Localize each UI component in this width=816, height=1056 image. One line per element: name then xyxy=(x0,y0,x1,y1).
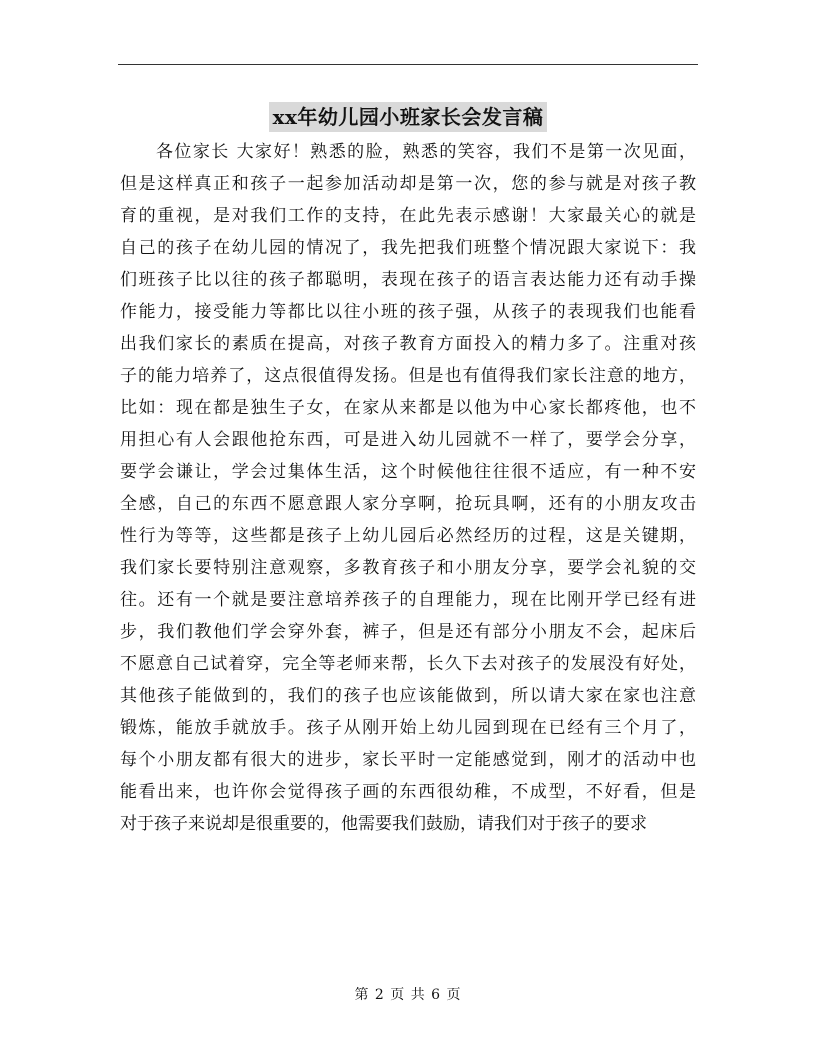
document-title: xx年幼儿园小班家长会发言稿 xyxy=(269,102,548,132)
body-line: 子的能力培养了，这点很值得发扬。但是也有值得我们家长注意的地方， xyxy=(120,366,696,386)
body-line: 不愿意自己试着穿，完全等老师来帮，长久下去对孩子的发展没有好处， xyxy=(120,654,696,674)
body-line: 能看出来，也许你会觉得孩子画的东西很幼稚，不成型，不好看，但是 xyxy=(120,782,696,802)
body-line: 出我们家长的素质在提高，对孩子教育方面投入的精力多了。注重对孩 xyxy=(120,334,696,354)
page-number: 第 2 页 共 6 页 xyxy=(354,987,462,1003)
body-line: 要学会谦让，学会过集体生活，这个时候他往往很不适应，有一种不安 xyxy=(120,462,696,482)
body-line: 步，我们教他们学会穿外套，裤子，但是还有部分小朋友不会，起床后 xyxy=(120,622,696,642)
body-line: 各位家长 大家好！熟悉的脸，熟悉的笑容，我们不是第一次见面， xyxy=(156,142,696,162)
body-line: 我们家长要特别注意观察，多教育孩子和小朋友分享，要学会礼貌的交 xyxy=(120,558,696,578)
body-line: 锻炼，能放手就放手。孩子从刚开始上幼儿园到现在已经有三个月了， xyxy=(120,718,696,738)
body-line: 每个小朋友都有很大的进步，家长平时一定能感觉到，刚才的活动中也 xyxy=(120,750,696,770)
body-line: 比如：现在都是独生子女，在家从来都是以他为中心家长都疼他，也不 xyxy=(120,398,696,418)
header-rule xyxy=(118,64,698,65)
document-body xyxy=(120,136,696,840)
body-line: 其他孩子能做到的，我们的孩子也应该能做到，所以请大家在家也注意 xyxy=(120,686,696,706)
body-line: 对于孩子来说却是很重要的，他需要我们鼓励，请我们对于孩子的要求 xyxy=(120,814,647,834)
body-line: 但是这样真正和孩子一起参加活动却是第一次，您的参与就是对孩子教 xyxy=(120,174,696,194)
body-line: 往。还有一个就是要注意培养孩子的自理能力，现在比刚开学已经有进 xyxy=(120,590,696,610)
body-line: 育的重视，是对我们工作的支持，在此先表示感谢！大家最关心的就是 xyxy=(120,206,696,226)
body-line: 自己的孩子在幼儿园的情况了，我先把我们班整个情况跟大家说下：我 xyxy=(120,238,696,258)
body-line: 性行为等等，这些都是孩子上幼儿园后必然经历的过程，这是关键期， xyxy=(120,526,696,546)
body-line: 作能力，接受能力等都比以往小班的孩子强，从孩子的表现我们也能看 xyxy=(120,302,696,322)
body-line: 用担心有人会跟他抢东西，可是进入幼儿园就不一样了，要学会分享， xyxy=(120,430,696,450)
body-line: 全感，自己的东西不愿意跟人家分享啊，抢玩具啊，还有的小朋友攻击 xyxy=(120,494,696,514)
document-title-row xyxy=(0,94,816,132)
body-line: 们班孩子比以往的孩子都聪明，表现在孩子的语言表达能力还有动手操 xyxy=(120,270,696,290)
